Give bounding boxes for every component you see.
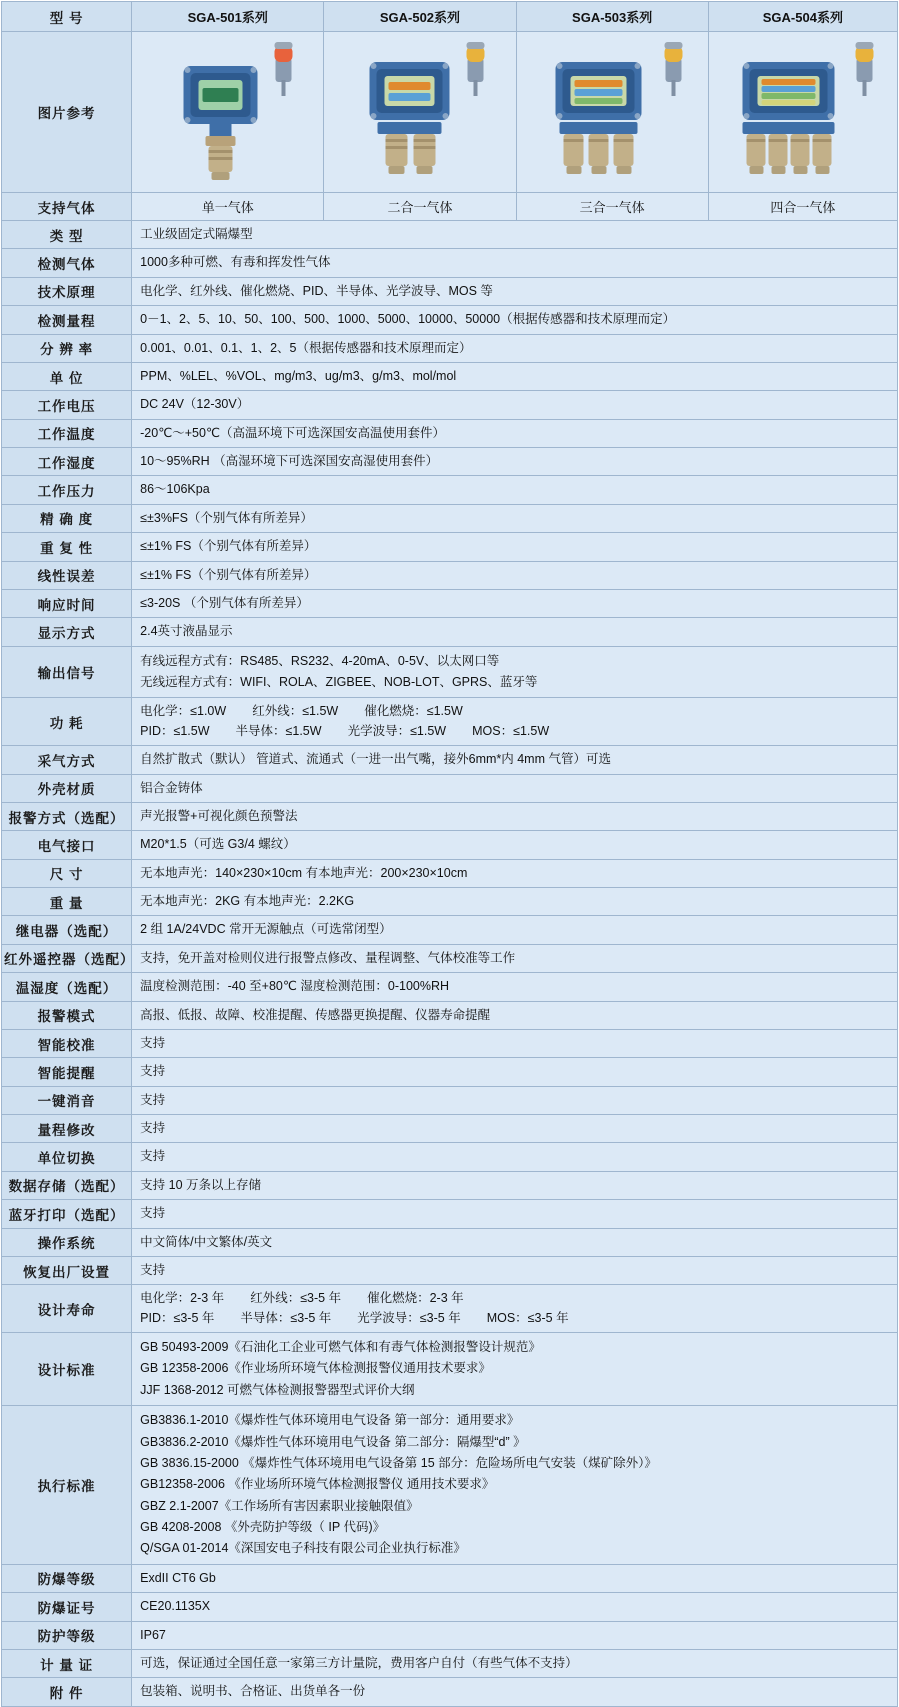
table-row-alarm-method: [2, 802, 898, 830]
exec-standard-line: Q/SGA 01-2014《深国安电子科技有限公司企业执行标准》: [140, 1541, 466, 1556]
row-label: 分 辨 率: [2, 334, 132, 362]
table-row-output-signal: [2, 646, 898, 698]
table-row-gas-support: [2, 193, 898, 221]
table-row-design-standard: [2, 1333, 898, 1406]
table-row-temperature: [2, 419, 898, 447]
power-line-1: [140, 702, 889, 721]
table-row-accessories: [2, 1678, 898, 1706]
lifespan-pid: PID：≤3-5 年: [140, 1310, 215, 1325]
row-value: 支持: [132, 1115, 898, 1143]
output-signal-label: 输出信号: [2, 646, 132, 698]
row-value: DC 24V（12-30V）: [132, 391, 898, 419]
device-image-501: [132, 32, 324, 193]
model-label: 型 号: [2, 2, 132, 32]
row-value: 10～95%RH （高湿环境下可选深国安高湿使用套件）: [132, 448, 898, 476]
row-label: 量程修改: [2, 1115, 132, 1143]
row-value: 高报、低报、故障、校准提醒、传感器更换提醒、仪器寿命提醒: [132, 1001, 898, 1029]
row-value: 中文简体/中文繁体/英文: [132, 1228, 898, 1256]
row-value: ExdII CT6 Gb: [132, 1564, 898, 1592]
row-label: 采气方式: [2, 746, 132, 774]
lifespan-semiconductor: 半导体：≤3-5 年: [240, 1310, 332, 1325]
table-row-display: [2, 618, 898, 646]
row-value: 86～106Kpa: [132, 476, 898, 504]
table-row-operating-system: [2, 1228, 898, 1256]
power-mos: MOS：≤1.5W: [472, 723, 550, 738]
table-row-housing: [2, 774, 898, 802]
design-standard-label: 设计标准: [2, 1333, 132, 1406]
gas-support-503: 三合一气体: [516, 193, 708, 221]
row-value: 可选，保证通过全国任意一家第三方计量院，费用客户自付（有些气体不支持）: [132, 1649, 898, 1677]
power-catalytic: 催化燃烧：≤1.5W: [364, 704, 463, 719]
image-reference-label: 图片参考: [2, 32, 132, 193]
lifespan-label: 设计寿命: [2, 1285, 132, 1333]
row-label: 智能校准: [2, 1029, 132, 1057]
exec-standard-line: GB 4208-2008 《外壳防护等级（ IP 代码)》: [140, 1520, 386, 1534]
row-value: 无本地声光：140×230×10cm 有本地声光：200×230×10cm: [132, 859, 898, 887]
table-row-lifespan: [2, 1285, 898, 1333]
table-row-relay: [2, 916, 898, 944]
power-infrared: 红外线：≤1.5W: [252, 704, 339, 719]
row-label: 外壳材质: [2, 774, 132, 802]
table-row-range: [2, 306, 898, 334]
gas-support-501: 单一气体: [132, 193, 324, 221]
spec-sheet-page: [0, 1, 899, 1701]
table-row-voltage: [2, 391, 898, 419]
table-row-electrical-interface: [2, 831, 898, 859]
lifespan-line-1: [140, 1289, 889, 1308]
table-row-remote-control: [2, 944, 898, 972]
table-row-detect-gas: [2, 249, 898, 277]
row-value: 支持 10 万条以上存储: [132, 1171, 898, 1199]
row-value: 支持: [132, 1200, 898, 1228]
row-label: 报警方式（选配）: [2, 802, 132, 830]
row-value: CE20.1135X: [132, 1593, 898, 1621]
table-row-unit-switch: [2, 1143, 898, 1171]
design-standard-value: [132, 1333, 898, 1406]
row-label: 计 量 证: [2, 1649, 132, 1677]
table-row-type: [2, 221, 898, 249]
device-image-502: [324, 32, 516, 193]
row-label: 单 位: [2, 362, 132, 390]
row-value: 工业级固定式隔爆型: [132, 221, 898, 249]
table-row-power: [2, 698, 898, 746]
row-label: 响应时间: [2, 589, 132, 617]
row-value: 支持，免开盖对检则仪进行报警点修改、量程调整、气体校准等工作: [132, 944, 898, 972]
table-row-repeatability: [2, 533, 898, 561]
row-value: 1000多种可燃、有毒和挥发性气体: [132, 249, 898, 277]
table-row-metrology-certificate: [2, 1649, 898, 1677]
table-row-data-storage: [2, 1171, 898, 1199]
row-label: 技术原理: [2, 277, 132, 305]
row-label: 红外遥控器（选配）: [2, 944, 132, 972]
exec-standard-line: GB 3836.15-2000 《爆炸性气体环境用电气设备第 15 部分：危险场所电气安装（煤矿除外）》: [140, 1455, 657, 1470]
row-value: 包装箱、说明书、合格证、出货单各一份: [132, 1678, 898, 1706]
table-row-smart-reminder: [2, 1058, 898, 1086]
power-semiconductor: 半导体：≤1.5W: [235, 723, 322, 738]
row-value: ≤±1% FS（个别气体有所差异）: [132, 561, 898, 589]
lifespan-optical: 光学波导：≤3-5 年: [357, 1310, 461, 1325]
row-value: 声光报警+可视化颜色预警法: [132, 802, 898, 830]
table-row-ex-rating: [2, 1564, 898, 1592]
row-value: PPM、%LEL、%VOL、mg/m3、ug/m3、g/m3、mol/mol: [132, 362, 898, 390]
row-label: 工作电压: [2, 391, 132, 419]
exec-standard-label: 执行标准: [2, 1406, 132, 1565]
table-row-accuracy: [2, 504, 898, 532]
row-label: 附 件: [2, 1678, 132, 1706]
gas-support-label: 支持气体: [2, 193, 132, 221]
output-wireless: 无线远程方式有：WIFI、ROLA、ZIGBEE、NOB-LOT、GPRS、蓝牙等: [140, 675, 538, 689]
row-label: 检测量程: [2, 306, 132, 334]
row-value: ≤±3%FS（个别气体有所差异）: [132, 504, 898, 532]
power-pid: PID：≤1.5W: [140, 723, 210, 738]
table-row-linearity: [2, 561, 898, 589]
row-label: 操作系统: [2, 1228, 132, 1256]
lifespan-electrochemical: 电化学：2-3 年: [140, 1291, 225, 1306]
design-standard-line: JJF 1368-2012 可燃气体检测报警器型式评价大纲: [140, 1382, 415, 1397]
row-label: 工作温度: [2, 419, 132, 447]
model-504: SGA-504系列: [708, 2, 897, 32]
gas-support-502: 二合一气体: [324, 193, 516, 221]
table-row-ip-rating: [2, 1621, 898, 1649]
row-label: 工作压力: [2, 476, 132, 504]
table-row-smart-calibration: [2, 1029, 898, 1057]
table-row-humidity: [2, 448, 898, 476]
row-label: 重 量: [2, 888, 132, 916]
row-value: 铝合金铸体: [132, 774, 898, 802]
row-label: 恢复出厂设置: [2, 1256, 132, 1284]
row-label: 检测气体: [2, 249, 132, 277]
table-row-resolution: [2, 334, 898, 362]
row-label: 精 确 度: [2, 504, 132, 532]
device-image-503: [516, 32, 708, 193]
design-standard-line: GB 12358-2006《作业场所环境气体检测报警仪通用技术要求》: [140, 1361, 491, 1376]
device-image-504: [708, 32, 897, 193]
row-label: 继电器（选配）: [2, 916, 132, 944]
exec-standard-line: GBZ 2.1-2007《工作场所有害因素职业接触限值》: [140, 1498, 419, 1513]
row-label: 单位切换: [2, 1143, 132, 1171]
lifespan-mos: MOS：≤3-5 年: [486, 1310, 569, 1325]
table-row-bluetooth-print: [2, 1200, 898, 1228]
table-row-images: [2, 32, 898, 193]
row-label: 显示方式: [2, 618, 132, 646]
table-row-pressure: [2, 476, 898, 504]
model-501: SGA-501系列: [132, 2, 324, 32]
table-row-dimensions: [2, 859, 898, 887]
row-value: 自然扩散式（默认） 管道式、流通式（一进一出气嘴，接外6mm*内 4mm 气管）可选: [132, 746, 898, 774]
row-value: 支持: [132, 1256, 898, 1284]
row-value: 0－1、2、5、10、50、100、500、1000、5000、10000、50000（根据传感器和技术原理而定）: [132, 306, 898, 334]
row-label: 防爆等级: [2, 1564, 132, 1592]
row-value: IP67: [132, 1621, 898, 1649]
row-value: 温度检测范围：-40 至+80℃ 湿度检测范围：0-100%RH: [132, 973, 898, 1001]
table-row-response-time: [2, 589, 898, 617]
row-value: 无本地声光：2KG 有本地声光：2.2KG: [132, 888, 898, 916]
design-standard-line: GB 50493-2009《石油化工企业可燃气体和有毒气体检测报警设计规范》: [140, 1340, 541, 1354]
row-label: 电气接口: [2, 831, 132, 859]
exec-standard-line: GB12358-2006 《作业场所环境气体检测报警仪 通用技术要求》: [140, 1477, 495, 1492]
row-value: 支持: [132, 1086, 898, 1114]
power-optical: 光学波导：≤1.5W: [347, 723, 447, 738]
table-row-ex-certificate: [2, 1593, 898, 1621]
row-value: 支持: [132, 1058, 898, 1086]
table-row-alarm-mode: [2, 1001, 898, 1029]
model-503: SGA-503系列: [516, 2, 708, 32]
specification-table: [1, 1, 898, 1707]
output-signal-value: [132, 646, 898, 698]
table-row-range-modify: [2, 1115, 898, 1143]
model-502: SGA-502系列: [324, 2, 516, 32]
row-value: 支持: [132, 1029, 898, 1057]
row-value: 2 组 1A/24VDC 常开无源触点（可选常闭型）: [132, 916, 898, 944]
row-label: 尺 寸: [2, 859, 132, 887]
lifespan-value: [132, 1285, 898, 1333]
row-value: M20*1.5（可选 G3/4 螺纹）: [132, 831, 898, 859]
table-row-mute: [2, 1086, 898, 1114]
lifespan-catalytic: 催化燃烧：2-3 年: [367, 1291, 464, 1306]
table-row-temp-humidity-option: [2, 973, 898, 1001]
lifespan-line-2: [140, 1309, 889, 1328]
lifespan-infrared: 红外线：≤3-5 年: [250, 1291, 342, 1306]
exec-standard-line: GB3836.1-2010《爆炸性气体环境用电气设备 第一部分：通用要求》: [140, 1413, 520, 1428]
exec-standard-line: GB3836.2-2010《爆炸性气体环境用电气设备 第二部分：隔爆型“d” 》: [140, 1434, 526, 1449]
row-label: 防护等级: [2, 1621, 132, 1649]
gas-support-504: 四合一气体: [708, 193, 897, 221]
row-label: 重 复 性: [2, 533, 132, 561]
row-value: 2.4英寸液晶显示: [132, 618, 898, 646]
table-row-weight: [2, 888, 898, 916]
table-row-principle: [2, 277, 898, 305]
row-label: 类 型: [2, 221, 132, 249]
power-label: 功 耗: [2, 698, 132, 746]
table-row-factory-reset: [2, 1256, 898, 1284]
row-label: 智能提醒: [2, 1058, 132, 1086]
row-value: 电化学、红外线、催化燃烧、PID、半导体、光学波导、MOS 等: [132, 277, 898, 305]
row-label: 工作湿度: [2, 448, 132, 476]
table-row-unit: [2, 362, 898, 390]
row-label: 一键消音: [2, 1086, 132, 1114]
row-value: ≤3-20S （个别气体有所差异）: [132, 589, 898, 617]
row-label: 温湿度（选配）: [2, 973, 132, 1001]
table-row-sampling: [2, 746, 898, 774]
power-line-2: [140, 722, 889, 741]
row-label: 蓝牙打印（选配）: [2, 1200, 132, 1228]
row-value: 支持: [132, 1143, 898, 1171]
exec-standard-value: [132, 1406, 898, 1565]
output-wired: 有线远程方式有：RS485、RS232、4-20mA、0-5V、以太网口等: [140, 653, 500, 668]
row-label: 数据存储（选配）: [2, 1171, 132, 1199]
row-value: -20℃～+50℃（高温环境下可选深国安高温使用套件）: [132, 419, 898, 447]
row-value: ≤±1% FS（个别气体有所差异）: [132, 533, 898, 561]
row-label: 防爆证号: [2, 1593, 132, 1621]
power-value: [132, 698, 898, 746]
row-label: 线性误差: [2, 561, 132, 589]
row-label: 报警模式: [2, 1001, 132, 1029]
table-row-exec-standard: [2, 1406, 898, 1565]
row-value: 0.001、0.01、0.1、1、2、5（根据传感器和技术原理而定）: [132, 334, 898, 362]
table-row-header: [2, 2, 898, 32]
power-electrochemical: 电化学：≤1.0W: [140, 704, 227, 719]
